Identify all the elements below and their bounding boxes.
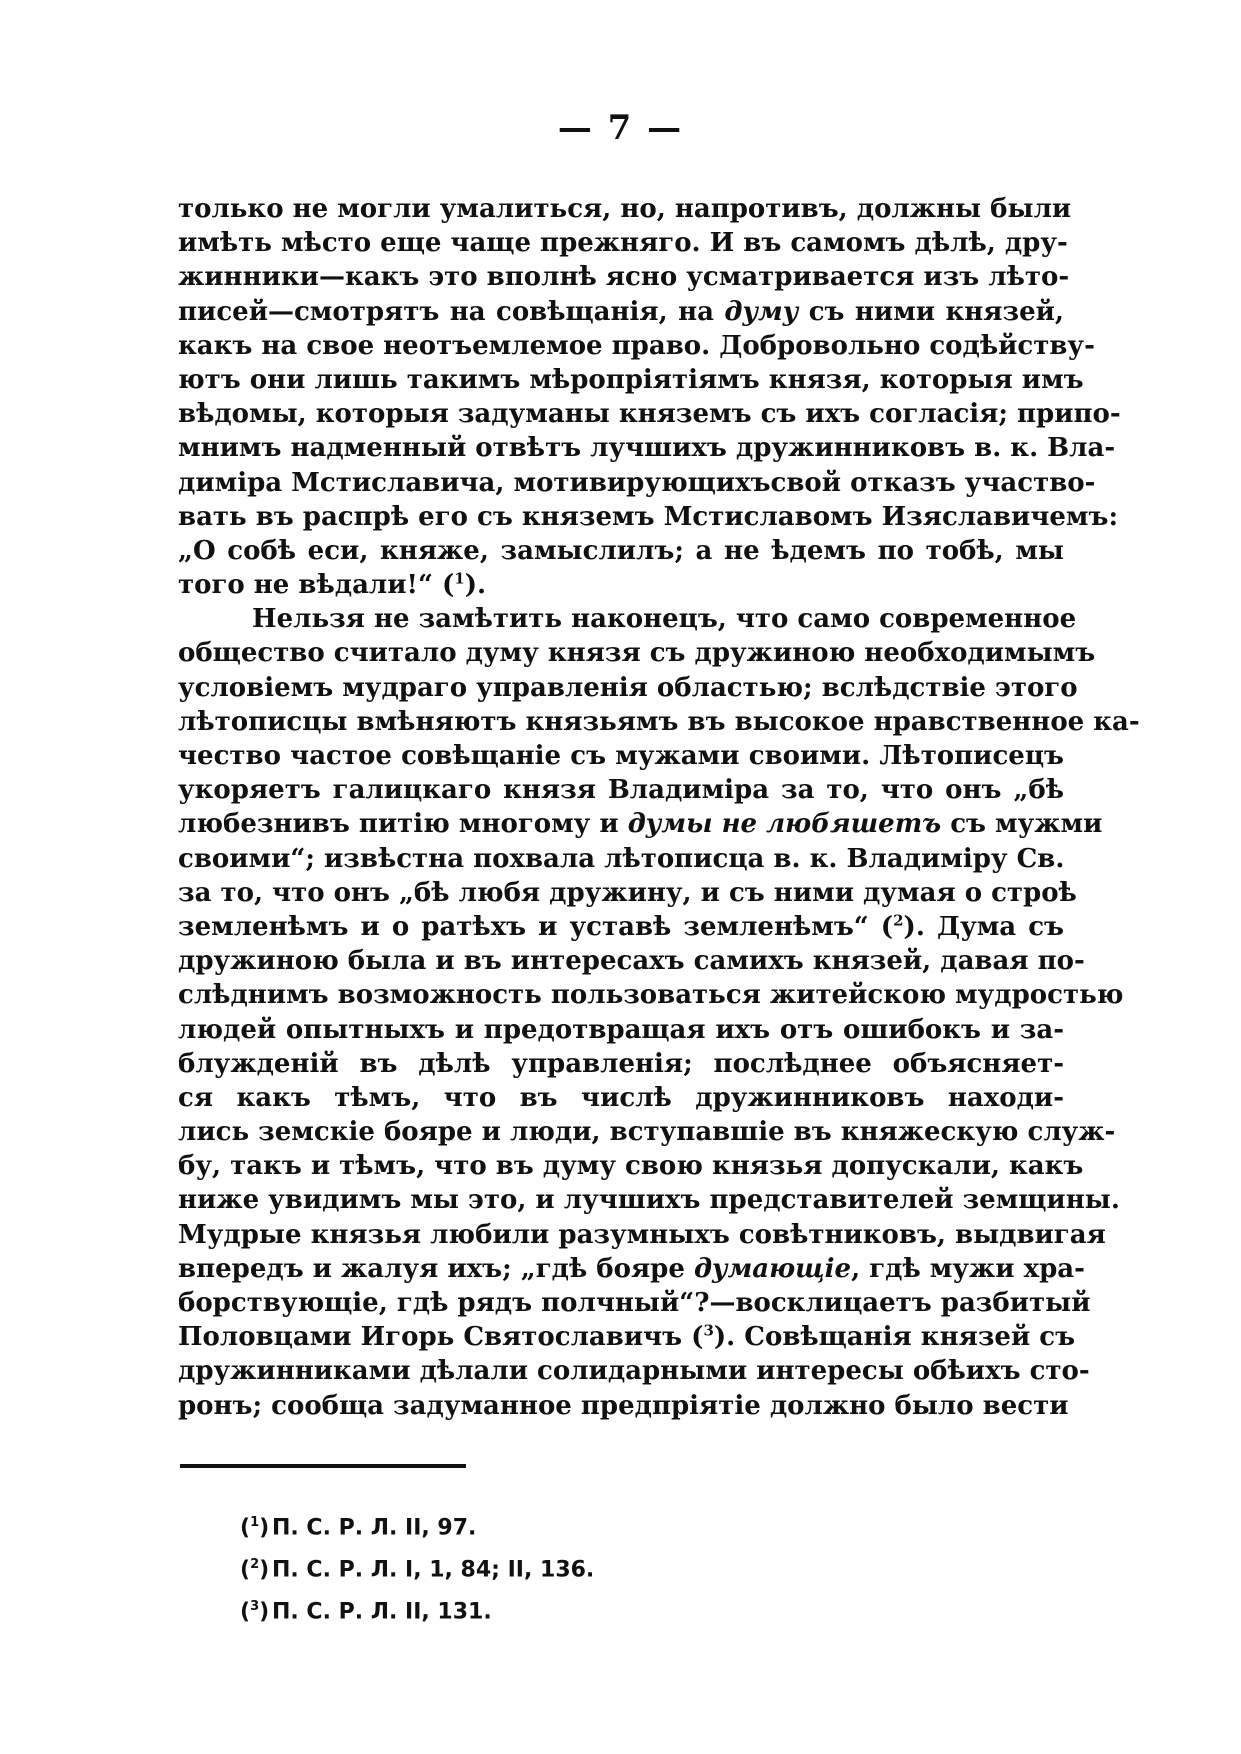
text-line: дружиною была и въ интересахъ самихъ князей, давая по- bbox=[178, 946, 1085, 977]
text-line: бу, такъ и тѣмъ, что въ думу свою князья допускали, какъ bbox=[178, 1151, 1084, 1182]
footnote-number: 3 bbox=[250, 1599, 260, 1614]
paragraph-first-line: Нельзя не замѣтить наконецъ, что само современное bbox=[252, 604, 1077, 635]
text-run: земленѣмъ и о ратѣхъ и уставѣ земленѣмъ“ ( bbox=[178, 911, 894, 942]
text-run: съ ними князей, bbox=[798, 296, 1064, 327]
text-line: лись земскіе бояре и люди, вступавшіе въ княжескую служ- bbox=[178, 1117, 1116, 1148]
text-line: вать въ распрѣ его съ княземъ Мстиславомъ Изяславичемъ: bbox=[178, 501, 1119, 532]
text-line: вѣдомы, которыя задуманы княземъ съ ихъ согласія; припо- bbox=[178, 399, 1121, 430]
page-number: — 7 — bbox=[557, 108, 684, 148]
text-line: Мудрые князья любили разумныхъ совѣтниковъ, выдвигая bbox=[178, 1219, 1106, 1250]
footnote-ref: 3 bbox=[703, 1321, 714, 1340]
text-line: чество частое совѣщаніе съ мужами своими. Лѣтописецъ bbox=[178, 741, 1064, 771]
text-line: „О собѣ еси, княже, замыслилъ; а не ѣдемъ по тобѣ, мы bbox=[178, 535, 1064, 566]
footnote-text: П. С. Р. Л. II, 131. bbox=[272, 1599, 492, 1625]
footnote-ref: 2 bbox=[893, 911, 904, 930]
footnote-marker: ($^2$) bbox=[240, 1557, 270, 1583]
text-run: ). Дума съ bbox=[903, 911, 1064, 942]
text-line: за то, что онъ „бѣ любя дружину, и съ ними думая о строѣ bbox=[178, 877, 1077, 908]
text-line: борствующіе, гдѣ рядъ полчный“?—восклицаетъ разбитый bbox=[178, 1288, 1091, 1318]
text-run: писей—смотрятъ на совѣщанія, на bbox=[178, 296, 725, 327]
text-line: дружинниками дѣлали солидарными интересы обѣихъ сто- bbox=[178, 1356, 1090, 1387]
text-line: общество считало думу князя съ дружиною необходимымъ bbox=[178, 638, 1096, 669]
text-line: какъ на свое неотъемлемое право. Добровольно содѣйству- bbox=[178, 330, 1095, 361]
text-run: того не вѣдали!“ ( bbox=[178, 570, 455, 601]
text-line: ронъ; сообща задуманное предпріятіе должно было вести bbox=[178, 1390, 1069, 1421]
text-line: ютъ они лишь такимъ мѣропріятіямъ князя, которыя имъ bbox=[178, 364, 1084, 395]
text-line: людей опытныхъ и предотвращая ихъ отъ ошибокъ и за- bbox=[178, 1014, 1064, 1045]
footnotes bbox=[240, 1502, 940, 1628]
text-line: жинники—какъ это вполнѣ ясно усматривается изъ лѣто- bbox=[178, 262, 1070, 293]
text-line bbox=[178, 1252, 1085, 1286]
text-run: впередъ и жалуя ихъ; „гдѣ бояре bbox=[178, 1253, 694, 1284]
text-line: блужденій въ дѣлѣ управленія; послѣднее объясняет- bbox=[178, 1048, 1064, 1079]
text-line: мнимъ надменный отвѣтъ лучшихъ дружинниковъ в. к. Вла- bbox=[178, 433, 1116, 464]
footnote-marker: ($^1$) bbox=[240, 1515, 270, 1541]
text-line bbox=[178, 1320, 1076, 1354]
text-run: съ мужми bbox=[941, 809, 1103, 840]
text-line bbox=[178, 568, 1064, 602]
footnote-number: 2 bbox=[250, 1557, 260, 1572]
text-run: любезнивъ питію многому и bbox=[178, 809, 628, 840]
text-run: , гдѣ мужи хра- bbox=[851, 1253, 1085, 1284]
footnote bbox=[240, 1586, 940, 1628]
text-line: ся какъ тѣмъ, что въ числѣ дружинниковъ находи- bbox=[178, 1082, 1064, 1113]
footnote bbox=[240, 1544, 940, 1586]
footnote-divider bbox=[180, 1464, 466, 1468]
text-line: только не могли умалиться, но, напротивъ, должны были bbox=[178, 194, 1072, 224]
footnote-number: 1 bbox=[250, 1515, 260, 1530]
text-line: имѣть мѣсто еще чаще прежняго. И въ самомъ дѣлѣ, дру- bbox=[178, 228, 1068, 259]
text-run: ). Совѣщанія князей съ bbox=[713, 1322, 1076, 1353]
text-run: Половцами Игорь Святославичъ ( bbox=[178, 1322, 704, 1353]
text-line bbox=[178, 910, 1064, 944]
text-line bbox=[178, 807, 1103, 841]
text-line: диміра Мстиславича, мотивирующихъсвой отказъ участво- bbox=[178, 467, 1096, 498]
italic-term: думающіе bbox=[693, 1253, 852, 1284]
text-line: ниже увидимъ мы это, и лучшихъ представителей земщины. bbox=[178, 1185, 1120, 1216]
footnote-marker: ($^3$) bbox=[240, 1599, 270, 1625]
footnote-text: П. С. Р. Л. II, 97. bbox=[272, 1515, 477, 1541]
text-line: лѣтописцы вмѣняютъ князьямъ въ высокое нравственное ка- bbox=[178, 706, 1140, 737]
body-text bbox=[178, 192, 1140, 1423]
italic-term: думы не любяшетъ bbox=[627, 809, 942, 840]
text-line: своими“; извѣстна похвала лѣтописца в. к. Владиміру Св. bbox=[178, 843, 1065, 874]
italic-term: думу bbox=[724, 296, 799, 327]
text-line: условіемъ мудраго управленія областью; вслѣдствіе этого bbox=[178, 672, 1078, 703]
text-line bbox=[178, 295, 1064, 329]
footnote bbox=[240, 1502, 940, 1544]
text-run: ). bbox=[464, 570, 487, 601]
footnote-text: П. С. Р. Л. I, 1, 84; II, 136. bbox=[272, 1557, 595, 1583]
footnote-ref: 1 bbox=[454, 569, 465, 588]
text-line: слѣднимъ возможность пользоваться житейскою мудростью bbox=[178, 980, 1124, 1011]
text-line: укоряетъ галицкаго князя Владиміра за то, что онъ „бѣ bbox=[178, 775, 1064, 806]
